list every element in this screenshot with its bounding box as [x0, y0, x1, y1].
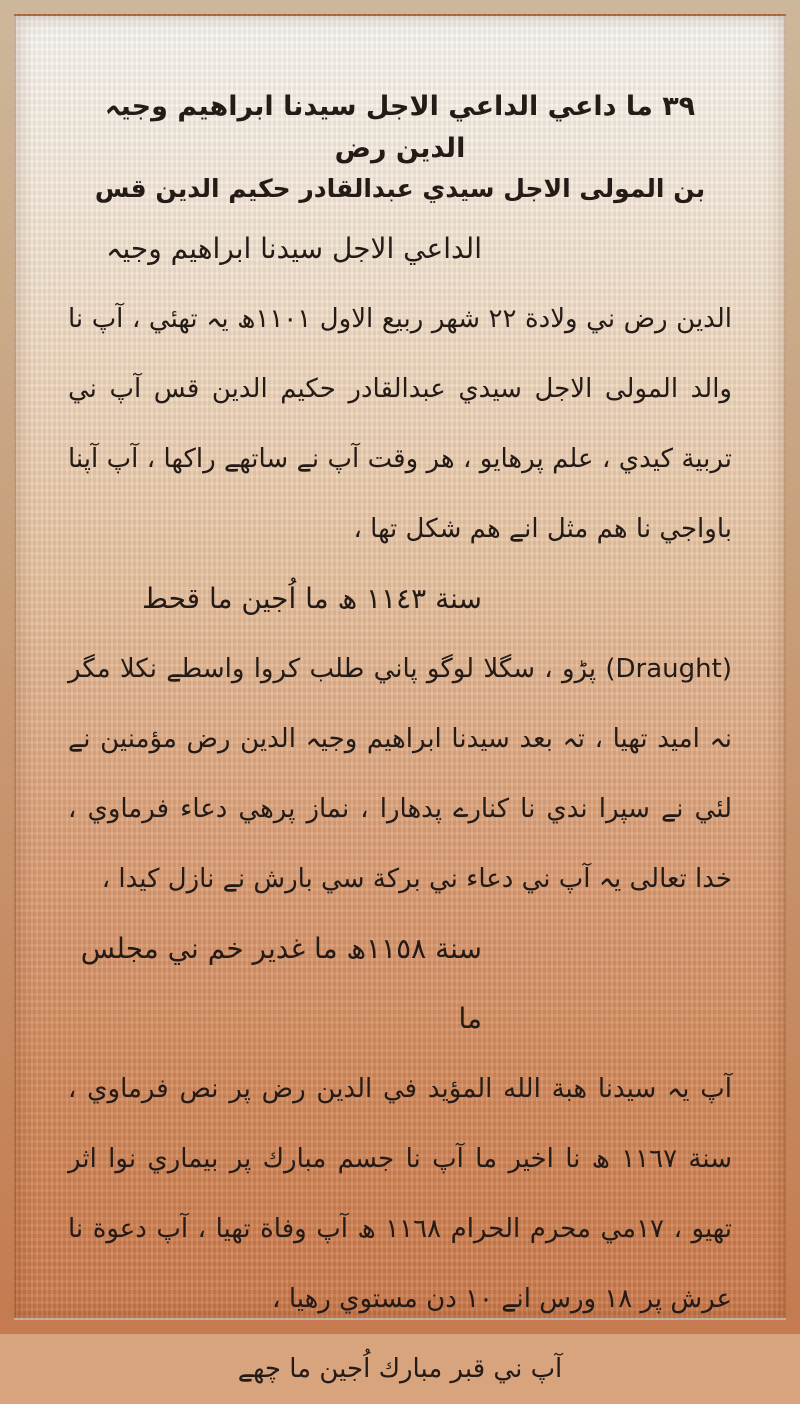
text-card: [14, 14, 786, 1385]
section-lead: الداعي الاجل سيدنا ابراهيم وجيہ: [106, 232, 482, 266]
section-body: (Draught) پڑو ، سگلا لوگو پاني طلب كروا واسطے نكلا مگر نہ اميد تهيا ، تہ بعد سيدنا ابراهيم وجيہ الدين رض مؤمنين نے لئي نے سپرا ندي نا كنارے پدهارا ، نماز پرهي دعاء فرماوي ، خدا تعالى يہ آپ ني دعاء ني بركة سي بارش نے نازل كيدا ،: [68, 654, 732, 895]
heading-line-1: ۳۹ ما داعي الداعي الاجل سيدنا ابراهيم وجيہ الدين رض: [104, 91, 696, 164]
heading: [68, 86, 732, 208]
section-birth: [68, 214, 732, 564]
section-lead: سنة ١١٥٨ھ ما غدير خم ني مجلس ما: [80, 932, 482, 1036]
section-drought: [68, 564, 732, 914]
section-lead: سنة ١١٤٣ ھ ما اُجين ما قحط: [142, 582, 482, 616]
section-body: الدين رض ني ولادة ٢٢ شهر ربيع الاول ١١٠١ھ يہ تهئي ، آپ نا والد المولى الاجل سيدي عبدالقادر حكيم الدين قس آپ ني تربية كيدي ، علم پرهايو ، هر وقت آپ نے ساتھے راكها ، آپ آپنا باواجي نا هم مثل انے هم شكل تها ،: [68, 304, 732, 545]
closing-line: آپ ني قبر مبارك اُجين ما چهے: [237, 1354, 563, 1385]
heading-line-2: بن المولى الاجل سيدي عبدالقادر حكيم الدين قس: [94, 173, 706, 203]
section-body: آپ يہ سيدنا هبة الله المؤيد في الدين رض پر نص فرماوي ، سنة ١١٦٧ ھ نا اخير ما آپ نا جسم مبارك پر بيماري نوا اثر تهيو ، ١٧مي محرم الحرام ١١٦٨ ھ آپ وفاة تهيا ، آپ دعوة نا عرش پر ١٨ ورس انے ١٠ دن مستوي رهيا ،: [68, 1074, 733, 1315]
section-succession: [68, 914, 732, 1334]
